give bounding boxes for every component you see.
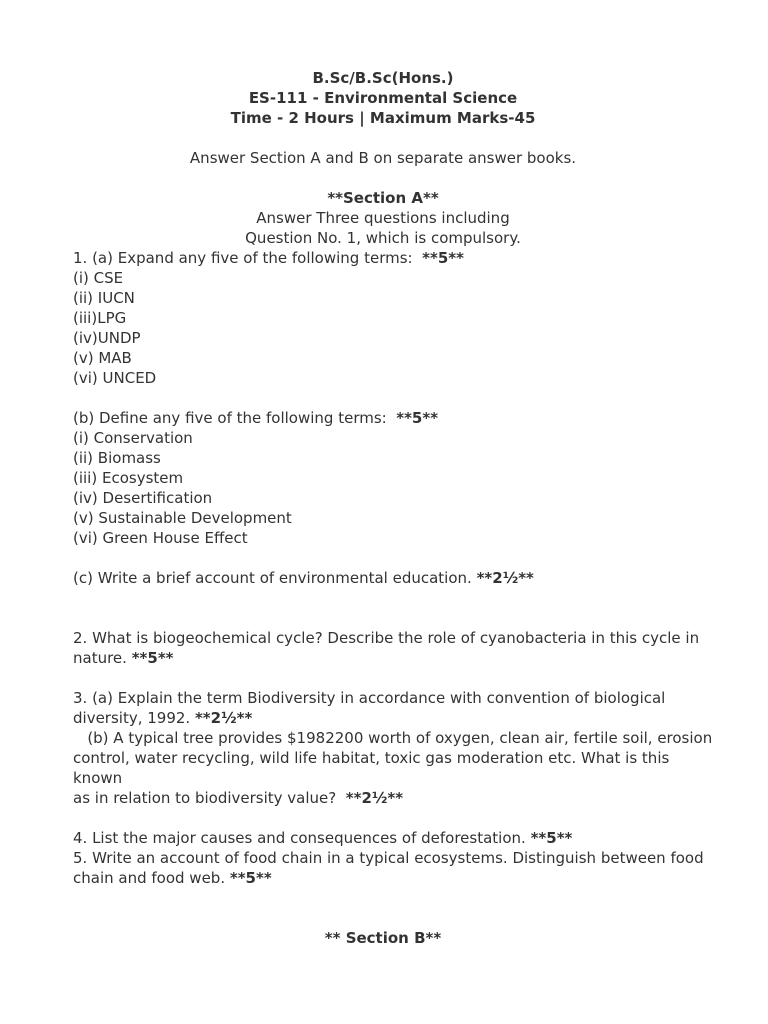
subject-title: ES-111 - Environmental Science: [248, 89, 518, 107]
q1a-item: (i) CSE: [73, 269, 124, 287]
q5-line-2: [73, 868, 713, 888]
q2-marks: **5**: [131, 649, 174, 667]
q1a-prompt: [73, 248, 713, 268]
q4-marks: **5**: [530, 829, 573, 847]
q1c-marks: **2½**: [476, 569, 534, 587]
section-a-title: **Section A**: [327, 189, 439, 207]
q4-text: 4. List the major causes and consequences of deforestation.: [73, 829, 531, 847]
q1a-item: (v) MAB: [73, 349, 132, 367]
q2-line-1: 2. What is biogeochemical cycle? Describe the role of cyanobacteria in this cycle in: [73, 629, 700, 647]
time-marks-line: Time - 2 Hours | Maximum Marks-45: [230, 109, 536, 127]
q3b-text: as in relation to biodiversity value?: [73, 789, 346, 807]
section-a-note-1: Answer Three questions including: [256, 209, 510, 227]
course-title: B.Sc/B.Sc(Hons.): [312, 69, 454, 87]
q1b-item: (i) Conservation: [73, 429, 193, 447]
q1a-item: (iv)UNDP: [73, 329, 141, 347]
q3a-text: diversity, 1992.: [73, 709, 195, 727]
q1b-prompt: [73, 408, 713, 428]
exam-paper: [73, 68, 713, 948]
q5-text: chain and food web.: [73, 869, 230, 887]
general-instruction: Answer Section A and B on separate answer books.: [189, 149, 577, 167]
q1b-text: (b) Define any five of the following terms:: [73, 409, 397, 427]
q3a-line-1: 3. (a) Explain the term Biodiversity in accordance with convention of biological: [73, 689, 666, 707]
q3b-line-2: control, water recycling, wild life habitat, toxic gas moderation etc. What is this known: [73, 749, 675, 787]
q1c-prompt: [73, 568, 713, 588]
q1a-item: (ii) IUCN: [73, 289, 135, 307]
q5-marks: **5**: [229, 869, 272, 887]
section-a-note-2: Question No. 1, which is compulsory.: [245, 229, 521, 247]
q1a-item: (iii)LPG: [73, 309, 127, 327]
q1a-marks: **5**: [422, 249, 464, 267]
q1b-item: (v) Sustainable Development: [73, 509, 292, 527]
q5-line-1: 5. Write an account of food chain in a typical ecosystems. Distinguish between food: [73, 849, 704, 867]
q3b-marks: **2½**: [345, 789, 404, 807]
q2-text: nature.: [73, 649, 132, 667]
q3a-marks: **2½**: [194, 709, 253, 727]
q1b-item: (iii) Ecosystem: [73, 469, 184, 487]
q1b-marks: **5**: [396, 409, 439, 427]
section-b-title: ** Section B**: [324, 929, 442, 947]
q1b-item: (vi) Green House Effect: [73, 529, 248, 547]
q1a-text: 1. (a) Expand any five of the following terms:: [73, 249, 423, 267]
q1c-text: (c) Write a brief account of environmental education.: [73, 569, 477, 587]
q3b-line-1: (b) A typical tree provides $1982200 worth of oxygen, clean air, fertile soil, erosion: [73, 729, 713, 747]
q4-line: [73, 828, 713, 848]
q3a-line-2: [73, 708, 713, 728]
q1b-item: (iv) Desertification: [73, 489, 213, 507]
q3b-line-3: [73, 788, 713, 808]
q1b-item: (ii) Biomass: [73, 449, 161, 467]
q1a-item: (vi) UNCED: [73, 369, 157, 387]
q2-line-2: [73, 648, 713, 668]
